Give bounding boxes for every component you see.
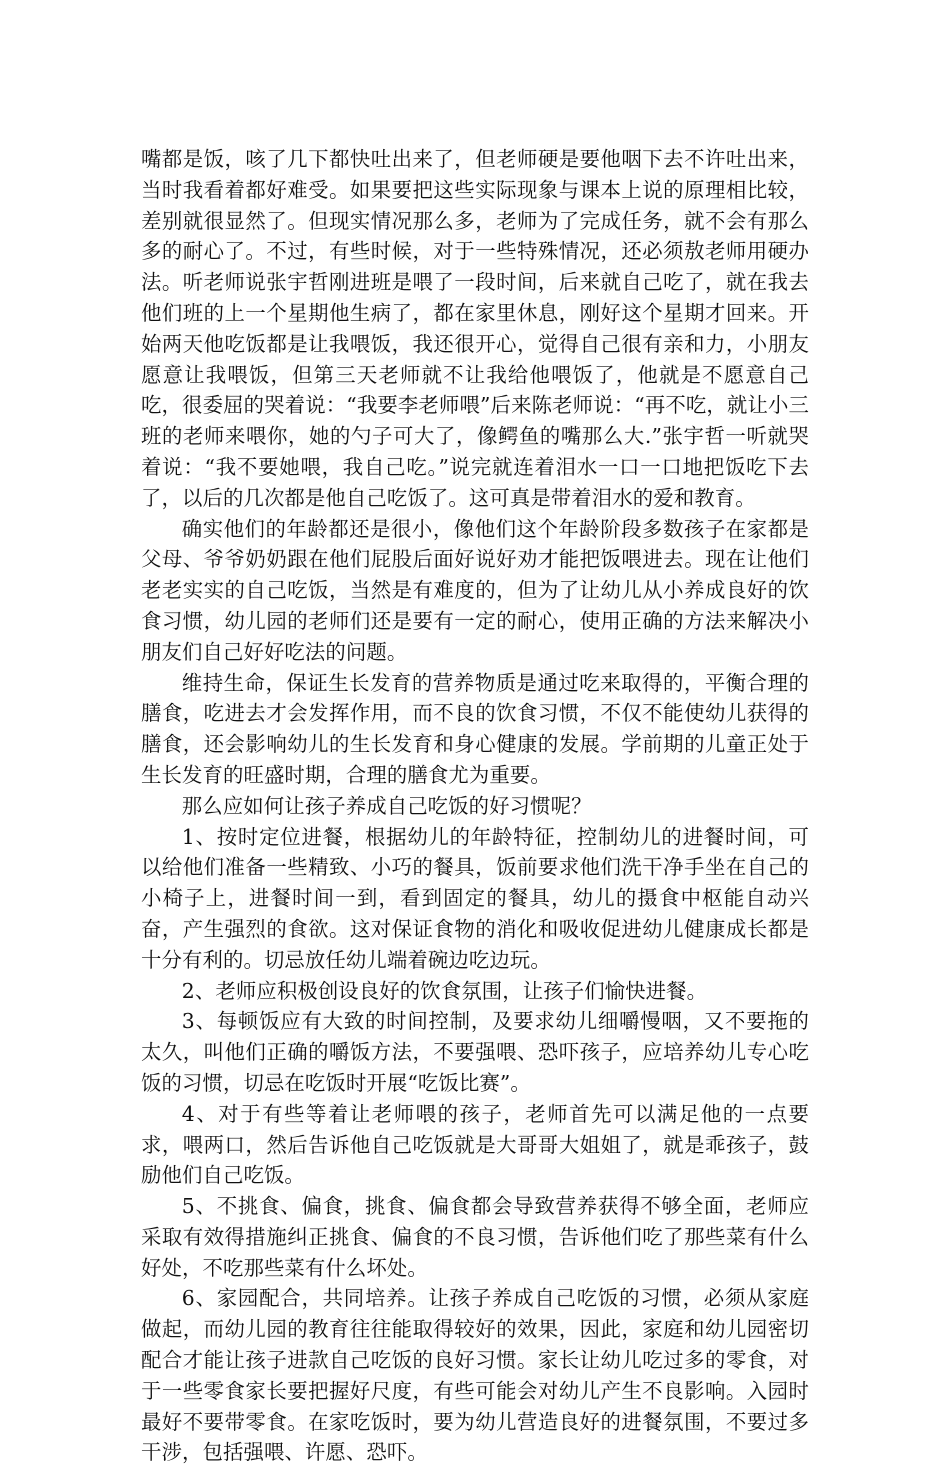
- paragraph-point-2: 2、老师应积极创设良好的饮食氛围，让孩子们愉快进餐。: [181, 978, 708, 1003]
- paragraph-point-5: 5、不挑食、偏食，挑食、偏食都会导致营养获得不够全面，老师应采取有效得措施纠正挑食、偏食的不良习惯，告诉他们吃了那些菜有什么好处，不吃那些菜有什么坏处。: [141, 1194, 809, 1280]
- paragraph-continuation: 嘴都是饭，咳了几下都快吐出来了，但老师硬是要他咽下去不许吐出来，当时我看着都好难受。如果要把这些实际现象与课本上说的原理相比较，差别就很显然了。但现实情况那么多，老师为了完成任务，就不会有那么多的耐心了。不过，有些时候，对于一些特殊情况，还必须敖老师用硬办法。听老师说张宇哲刚进班是喂了一段时间，后来就自己吃了，就在我去他们班的上一个星期他生病了，都在家里休息，刚好这个星期才回来。开始两天他吃饭都是让我喂饭，我还很开心，觉得自己很有亲和力，小朋友愿意让我喂饭，但第三天老师就不让我给他喂饭了，他就是不愿意自己吃，很委屈的哭着说：“我要李老师喂”后来陈老师说：“再不吃，就让小三班的老师来喂你，她的勺子可大了，像鳄鱼的嘴那么大.”张宇哲一听就哭着说：“我不要她喂，我自己吃。”说完就连着泪水一口一口地把饭吃下去了，以后的几次都是他自己吃饭了。这可真是带着泪水的爱和教育。: [141, 147, 809, 510]
- paragraph-point-1: 1、按时定位进餐，根据幼儿的年龄特征，控制幼儿的进餐时间，可以给他们准备一些精致、小巧的餐具，饭前要求他们洗干净手坐在自己的小椅子上，进餐时间一到，看到固定的餐具，幼儿的摄食中枢能自动兴奋，产生强烈的食欲。这对保证食物的消化和吸收促进幼儿健康成长都是十分有利的。切忌放任幼儿端着碗边吃边玩。: [141, 824, 809, 972]
- paragraph-point-6: 6、家园配合，共同培养。让孩子养成自己吃饭的习惯，必须从家庭做起，而幼儿园的教育往往能取得较好的效果，因此，家庭和幼儿园密切配合才能让孩子进款自己吃饭的良好习惯。家长让幼儿吃过多的零食，对于一些零食家长要把握好尺度，有些可能会对幼儿产生不良影响。入园时最好不要带零食。在家吃饭时，要为幼儿营造良好的进餐氛围，不要过多干涉，包括强喂、许愿、恐吓。: [141, 1286, 809, 1465]
- paragraph-nutrition: 维持生命，保证生长发育的营养物质是通过吃来取得的，平衡合理的膳食，吃进去才会发挥作用，而不良的饮食习惯，不仅不能使幼儿获得的膳食，还会影响幼儿的生长发育和身心健康的发展。学前期的儿童正处于生长发育的旺盛时期，合理的膳食尤为重要。: [141, 670, 809, 787]
- paragraph-age: 确实他们的年龄都还是很小，像他们这个年龄阶段多数孩子在家都是父母、爷爷奶奶跟在他们屁股后面好说好劝才能把饭喂进去。现在让他们老老实实的自己吃饭，当然是有难度的，但为了让幼儿从小养成良好的饮食习惯，幼儿园的老师们还是要有一定的耐心，使用正确的方法来解决小朋友们自己好好吃法的问题。: [141, 516, 809, 664]
- document-body: [141, 144, 809, 1468]
- paragraph-question: 那么应如何让孩子养成自己吃饭的好习惯呢？: [181, 793, 592, 818]
- paragraph-point-4: 4、对于有些等着让老师喂的孩子，老师首先可以满足他的一点要求，喂两口，然后告诉他自己吃饭就是大哥哥大姐姐了，就是乖孩子，鼓励他们自己吃饭。: [141, 1101, 809, 1188]
- paragraph-point-3: 3、每顿饭应有大致的时间控制，及要求幼儿细嚼慢咽，又不要拖的太久，叫他们正确的嚼饭方法，不要强喂、恐吓孩子，应培养幼儿专心吃饭的习惯，切忌在吃饭时开展“吃饭比赛”。: [141, 1009, 809, 1095]
